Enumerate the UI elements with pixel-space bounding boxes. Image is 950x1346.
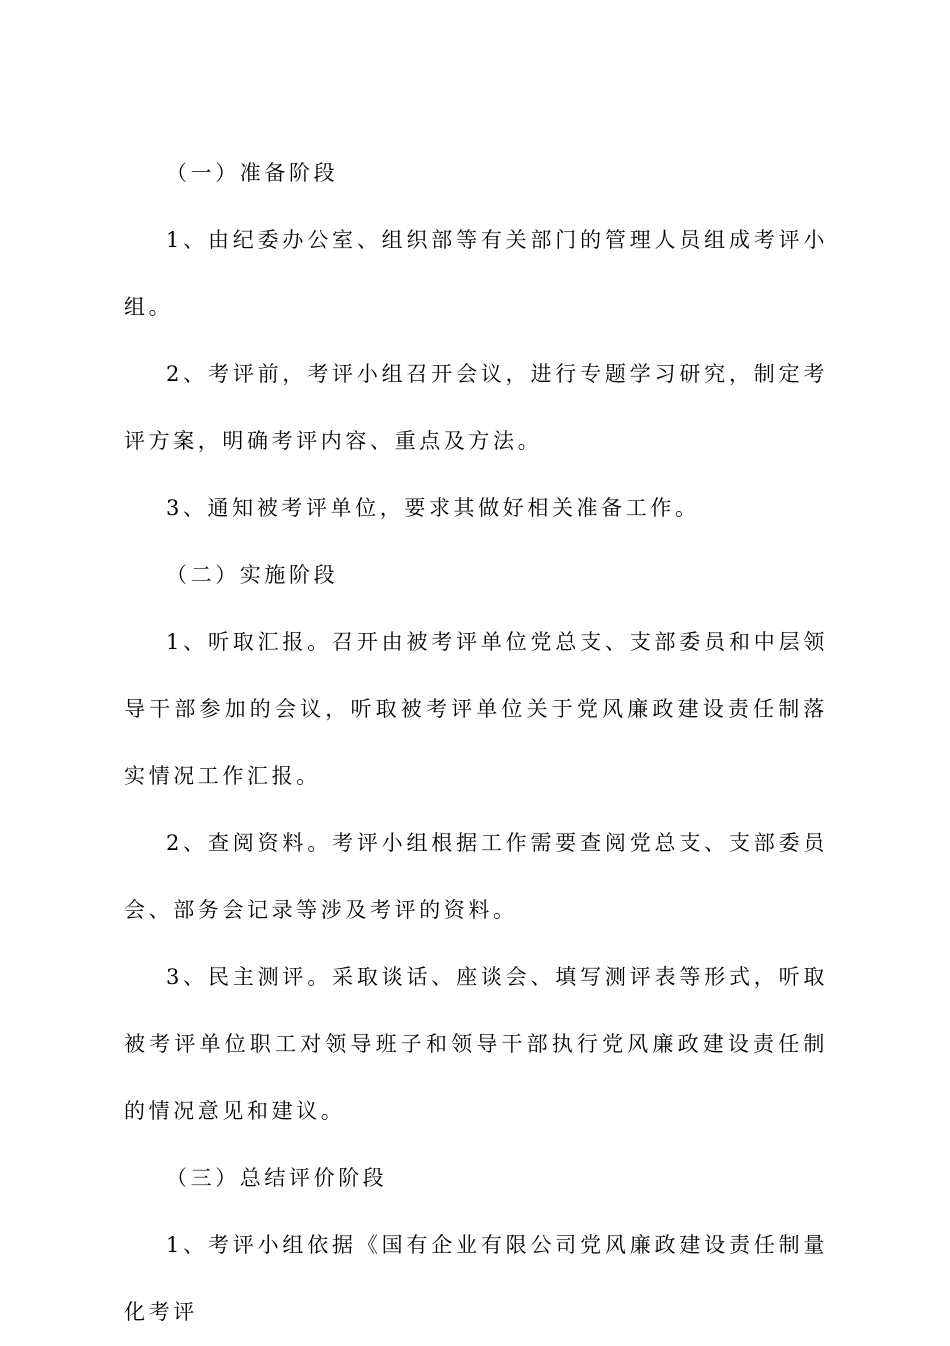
paragraph-item: 1、考评小组依据《国有企业有限公司党风廉政建设责任制量化考评 <box>124 1233 828 1324</box>
paragraph-item: 1、听取汇报。召开由被考评单位党总支、支部委员和中层领导干部参加的会议，听取被考评单位关于党风廉政建设责任制落实情况工作汇报。 <box>124 630 828 788</box>
section-heading-implementation: （二）实施阶段 <box>166 563 339 587</box>
paragraph-item: 1、由纪委办公室、组织部等有关部门的管理人员组成考评小组。 <box>124 228 828 319</box>
paragraph-item: 3、民主测评。采取谈话、座谈会、填写测评表等形式，听取被考评单位职工对领导班子和领导干部执行党风廉政建设责任制的情况意见和建议。 <box>124 965 828 1123</box>
section-heading-summary: （三）总结评价阶段 <box>166 1166 388 1190</box>
section-heading-preparation: （一）准备阶段 <box>166 161 339 185</box>
paragraph-item: 2、查阅资料。考评小组根据工作需要查阅党总支、支部委员会、部务会记录等涉及考评的资料。 <box>124 831 828 922</box>
paragraph-item: 3、通知被考评单位，要求其做好相关准备工作。 <box>166 496 700 520</box>
paragraph-item: 2、考评前，考评小组召开会议，进行专题学习研究，制定考评方案，明确考评内容、重点及方法。 <box>124 362 828 453</box>
document-body <box>124 140 828 1346</box>
